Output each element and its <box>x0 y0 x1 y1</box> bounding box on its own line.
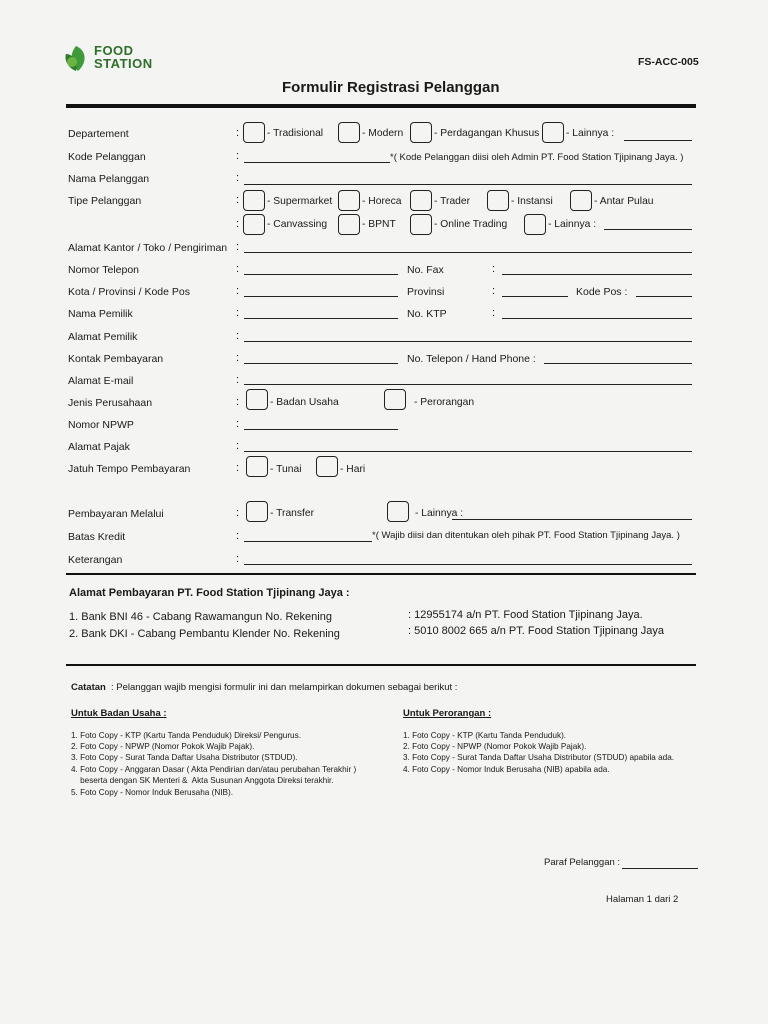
checkbox-horeca[interactable] <box>338 190 360 211</box>
colon: : <box>236 396 240 408</box>
bank-bni-account: : 12955174 a/n PT. Food Station Tjipinang Jaya. <box>408 609 643 621</box>
option-trader: - Trader <box>434 196 471 207</box>
checkbox-modern[interactable] <box>338 122 360 143</box>
option-modern: - Modern <box>362 128 404 139</box>
colon: : <box>236 530 240 542</box>
kode-pos-input[interactable] <box>636 296 692 297</box>
checkbox-bpnt[interactable] <box>338 214 360 235</box>
label-jatuh-tempo: Jatuh Tempo Pembayaran <box>68 463 191 475</box>
colon: : <box>492 263 496 275</box>
colon: : <box>236 241 240 253</box>
batas-kredit-input[interactable] <box>244 541 372 542</box>
checkbox-canvassing[interactable] <box>243 214 265 235</box>
label-departement: Departement <box>68 128 129 140</box>
checkbox-badan-usaha[interactable] <box>246 389 268 410</box>
checkbox-tunai[interactable] <box>246 456 268 477</box>
label-nomor-npwp: Nomor NPWP <box>68 419 134 431</box>
label-no-fax: No. Fax <box>407 264 444 276</box>
option-hari: - Hari <box>340 464 366 475</box>
option-horeca: - Horeca <box>362 196 402 207</box>
label-kota: Kota / Provinsi / Kode Pos <box>68 286 190 298</box>
label-kode-pos: Kode Pos : <box>576 286 628 298</box>
colon: : <box>236 285 240 297</box>
perorangan-item: 1. Foto Copy - KTP (Kartu Tanda Penduduk). <box>403 731 567 740</box>
option-bpnt: - BPNT <box>362 219 396 230</box>
alamat-kantor-input[interactable] <box>244 252 692 253</box>
leaf-icon <box>62 44 90 74</box>
label-nama-pelanggan: Nama Pelanggan <box>68 173 150 185</box>
checkbox-transfer[interactable] <box>246 501 268 522</box>
kota-input[interactable] <box>244 296 398 297</box>
nama-pelanggan-input[interactable] <box>244 184 692 185</box>
option-supermarket: - Supermarket <box>267 196 333 207</box>
label-keterangan: Keterangan <box>68 554 123 566</box>
alamat-pajak-input[interactable] <box>244 451 692 452</box>
kode-pelanggan-note: *( Kode Pelanggan diisi oleh Admin PT. Food Station Tjipinang Jaya. ) <box>390 152 684 163</box>
label-no-telepon-hp: No. Telepon / Hand Phone : <box>407 353 536 365</box>
colon: : <box>236 127 240 139</box>
keterangan-input[interactable] <box>244 564 692 565</box>
colon: : <box>236 374 240 386</box>
checkbox-supermarket[interactable] <box>243 190 265 211</box>
option-online-trading: - Online Trading <box>434 219 508 230</box>
colon: : <box>236 263 240 275</box>
alamat-pemilik-input[interactable] <box>244 341 692 342</box>
checkbox-instansi[interactable] <box>487 190 509 211</box>
option-lainnya: - Lainnya : <box>566 128 615 139</box>
colon: : <box>236 507 240 519</box>
bank-dki-label: 2. Bank DKI - Cabang Pembantu Klender No. Rekening <box>69 628 340 640</box>
checkbox-trader[interactable] <box>410 190 432 211</box>
nomor-npwp-input[interactable] <box>244 429 398 430</box>
label-pembayaran-melalui: Pembayaran Melalui <box>68 508 164 520</box>
lainnya-tipe-input-line[interactable] <box>604 229 692 230</box>
label-tipe-pelanggan: Tipe Pelanggan <box>68 195 142 207</box>
colon: : <box>236 172 240 184</box>
checkbox-lainnya-tipe[interactable] <box>524 214 546 235</box>
label-alamat-email: Alamat E-mail <box>68 375 134 387</box>
option-badan-usaha: - Badan Usaha <box>270 397 339 408</box>
option-canvassing: - Canvassing <box>267 219 328 230</box>
colon: : <box>236 440 240 452</box>
lainnya-input-line[interactable] <box>624 140 692 141</box>
perorangan-item: 3. Foto Copy - Surat Tanda Daftar Usaha Distributor (STDUD) apabila ada. <box>403 753 675 762</box>
checkbox-tradisional[interactable] <box>243 122 265 143</box>
colon: : <box>236 150 240 162</box>
payment-heading: Alamat Pembayaran PT. Food Station Tjipinang Jaya : <box>69 587 350 599</box>
label-alamat-pemilik: Alamat Pemilik <box>68 331 138 343</box>
paraf-pelanggan-input[interactable] <box>622 868 698 869</box>
alamat-email-input[interactable] <box>244 384 692 385</box>
badan-usaha-item: 4. Foto Copy - Anggaran Dasar ( Akta Pendirian dan/atau perubahan Terakhir ) <box>71 765 357 774</box>
provinsi-input[interactable] <box>502 296 568 297</box>
page-number: Halaman 1 dari 2 <box>606 894 679 905</box>
logo-text-station: STATION <box>94 56 153 71</box>
checkbox-perorangan[interactable] <box>384 389 406 410</box>
label-jenis-perusahaan: Jenis Perusahaan <box>68 397 153 409</box>
no-ktp-input[interactable] <box>502 318 692 319</box>
catatan-label: Catatan <box>71 682 106 693</box>
label-provinsi: Provinsi <box>407 286 445 298</box>
checkbox-hari[interactable] <box>316 456 338 477</box>
label-batas-kredit: Batas Kredit <box>68 531 126 543</box>
page-title: Formulir Registrasi Pelanggan <box>282 79 500 96</box>
kode-pelanggan-input[interactable] <box>244 162 390 163</box>
checkbox-perdagangan-khusus[interactable] <box>410 122 432 143</box>
checkbox-lainnya-pembayaran[interactable] <box>387 501 409 522</box>
bank-dki-account: : 5010 8002 665 a/n PT. Food Station Tjipinang Jaya <box>408 625 665 637</box>
no-fax-input[interactable] <box>502 274 692 275</box>
divider-payment <box>66 573 696 575</box>
colon: : <box>236 307 240 319</box>
colon: : <box>236 194 240 206</box>
badan-usaha-item: 3. Foto Copy - Surat Tanda Daftar Usaha Distributor (STDUD). <box>71 753 298 762</box>
option-perorangan: - Perorangan <box>414 397 475 408</box>
option-tradisional: - Tradisional <box>267 128 324 139</box>
badan-usaha-item: 2. Foto Copy - NPWP (Nomor Pokok Wajib Pajak). <box>71 742 255 751</box>
option-tunai: - Tunai <box>270 464 302 475</box>
label-kode-pelanggan: Kode Pelanggan <box>68 151 146 163</box>
label-kontak-pembayaran: Kontak Pembayaran <box>68 353 164 365</box>
badan-usaha-item: 1. Foto Copy - KTP (Kartu Tanda Penduduk) Direksi/ Pengurus. <box>71 731 301 740</box>
label-alamat-kantor: Alamat Kantor / Toko / Pengiriman <box>68 242 228 254</box>
colon: : <box>492 285 496 297</box>
badan-usaha-item: beserta dengan SK Menteri & Akta Susunan Anggota Direksi terakhir. <box>71 776 334 785</box>
badan-usaha-item: 5. Foto Copy - Nomor Induk Berusaha (NIB). <box>71 788 233 797</box>
option-transfer: - Transfer <box>270 508 315 519</box>
label-nama-pemilik: Nama Pemilik <box>68 308 133 320</box>
top-divider <box>66 104 696 108</box>
label-alamat-pajak: Alamat Pajak <box>68 441 130 453</box>
option-instansi: - Instansi <box>511 196 553 207</box>
label-nomor-telepon: Nomor Telepon <box>68 264 140 276</box>
batas-kredit-note: *( Wajib diisi dan ditentukan oleh pihak PT. Food Station Tjipinang Jaya. ) <box>372 530 680 541</box>
checkbox-online-trading[interactable] <box>410 214 432 235</box>
checkbox-antar-pulau[interactable] <box>570 190 592 211</box>
option-antar-pulau: - Antar Pulau <box>594 196 654 207</box>
colon: : <box>236 418 240 430</box>
colon: : <box>492 307 496 319</box>
colon: : <box>236 352 240 364</box>
checkbox-lainnya[interactable] <box>542 122 564 143</box>
nama-pemilik-input[interactable] <box>244 318 398 319</box>
colon: : <box>236 330 240 342</box>
lainnya-pembayaran-input[interactable] <box>452 519 692 520</box>
paraf-pelanggan-label: Paraf Pelanggan : <box>544 857 621 868</box>
colon: : <box>236 553 240 565</box>
catatan-text: : Pelanggan wajib mengisi formulir ini dan melampirkan dokumen sebagai berikut : <box>111 682 458 693</box>
kontak-pembayaran-input[interactable] <box>244 363 398 364</box>
badan-usaha-heading: Untuk Badan Usaha : <box>71 708 167 719</box>
label-no-ktp: No. KTP <box>407 308 447 320</box>
divider-catatan <box>66 664 696 666</box>
option-lainnya-pembayaran: - Lainnya : <box>415 508 464 519</box>
perorangan-heading: Untuk Perorangan : <box>403 708 492 719</box>
bank-bni-label: 1. Bank BNI 46 - Cabang Rawamangun No. Rekening <box>69 611 332 623</box>
colon: : <box>236 462 240 474</box>
no-telepon-hp-input[interactable] <box>544 363 692 364</box>
document-code: FS-ACC-005 <box>638 56 699 68</box>
option-lainnya-tipe: - Lainnya : <box>548 219 597 230</box>
nomor-telepon-input[interactable] <box>244 274 398 275</box>
perorangan-item: 4. Foto Copy - Nomor Induk Berusaha (NIB) apabila ada. <box>403 765 610 774</box>
perorangan-item: 2. Foto Copy - NPWP (Nomor Pokok Wajib Pajak). <box>403 742 587 751</box>
option-perdagangan-khusus: - Perdagangan Khusus <box>434 128 540 139</box>
colon: : <box>236 218 240 230</box>
logo-text-food: FOOD <box>94 43 134 58</box>
